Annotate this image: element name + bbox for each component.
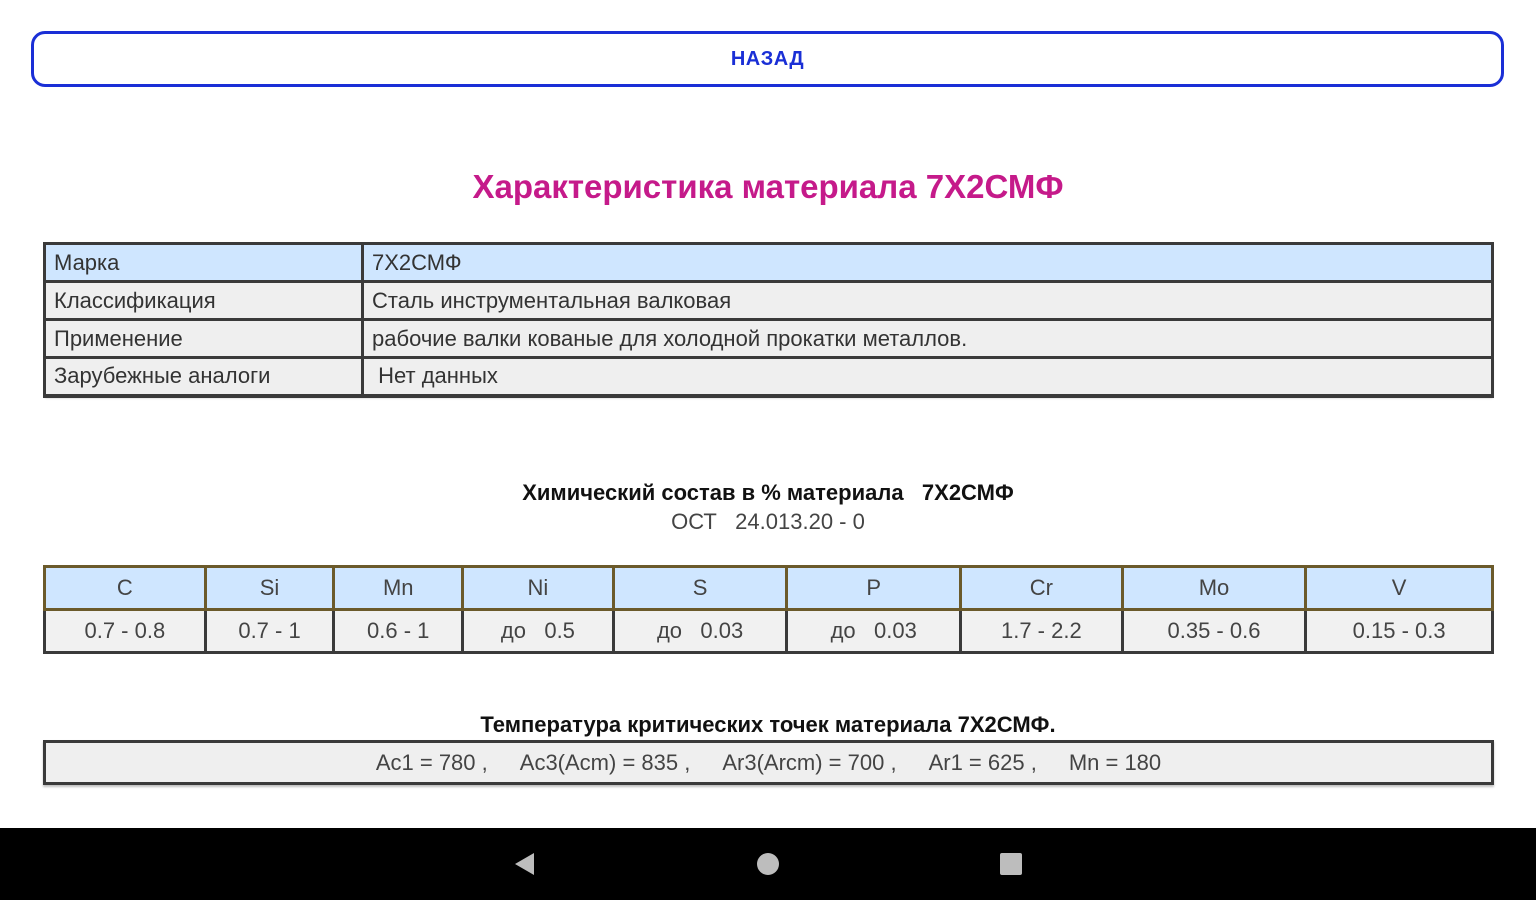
chemistry-table (43, 565, 1494, 654)
nav-home-button[interactable] (728, 828, 808, 900)
triangle-back-icon (515, 853, 534, 875)
info-label: Классификация (45, 282, 363, 320)
nav-recents-button[interactable] (971, 828, 1051, 900)
info-value: рабочие валки кованые для холодной прокатки металлов. (363, 320, 1493, 358)
chemistry-standard: ОСТ 24.013.20 - 0 (671, 509, 865, 534)
info-label: Зарубежные аналоги (45, 358, 363, 396)
element-value: 0.7 - 0.8 (45, 610, 206, 653)
square-recents-icon (1000, 853, 1022, 875)
element-header: Si (205, 567, 334, 610)
critical-points-heading: Температура критических точек материала 7Х2СМФ. (480, 712, 1056, 737)
element-value: 0.35 - 0.6 (1122, 610, 1306, 653)
element-header: Cr (961, 567, 1123, 610)
critical-point-ac1: Ac1 = 780 , (375, 749, 488, 775)
chemistry-value-row (45, 610, 1493, 653)
element-value: 0.15 - 0.3 (1306, 610, 1493, 653)
material-info-table (43, 242, 1494, 398)
system-navigation-bar (0, 828, 1536, 900)
critical-point-mn: Mn = 180 (1068, 749, 1162, 775)
critical-point-ac3: Ac3(Acm) = 835 , (519, 749, 691, 775)
info-row-analogs (45, 358, 1493, 396)
element-header: Mo (1122, 567, 1306, 610)
info-value: 7Х2СМФ (363, 244, 1493, 282)
element-value: до 0.03 (613, 610, 787, 653)
element-value: до 0.5 (463, 610, 614, 653)
circle-home-icon (757, 853, 779, 875)
critical-point-ar3: Ar3(Arcm) = 700 , (722, 749, 897, 775)
info-label: Марка (45, 244, 363, 282)
info-row-classification (45, 282, 1493, 320)
element-value: 0.6 - 1 (334, 610, 463, 653)
element-header: C (45, 567, 206, 610)
element-header: Ni (463, 567, 614, 610)
element-header: Mn (334, 567, 463, 610)
element-value: 1.7 - 2.2 (961, 610, 1123, 653)
chemistry-heading: Химический состав в % материала 7Х2СМФ (522, 480, 1014, 505)
info-label: Применение (45, 320, 363, 358)
element-header: V (1306, 567, 1493, 610)
critical-point-ar1: Ar1 = 625 , (928, 749, 1037, 775)
nav-back-button[interactable] (484, 828, 564, 900)
info-value: Сталь инструментальная валковая (363, 282, 1493, 320)
element-value: 0.7 - 1 (205, 610, 334, 653)
element-header: S (613, 567, 787, 610)
page-title: Характеристика материала 7Х2СМФ (472, 168, 1064, 205)
element-header: P (787, 567, 961, 610)
element-value: до 0.03 (787, 610, 961, 653)
chemistry-header-row (45, 567, 1493, 610)
critical-points-box (43, 740, 1494, 785)
info-row-grade (45, 244, 1493, 282)
info-value: Нет данных (363, 358, 1493, 396)
back-button[interactable]: НАЗАД (31, 31, 1504, 87)
info-row-application (45, 320, 1493, 358)
